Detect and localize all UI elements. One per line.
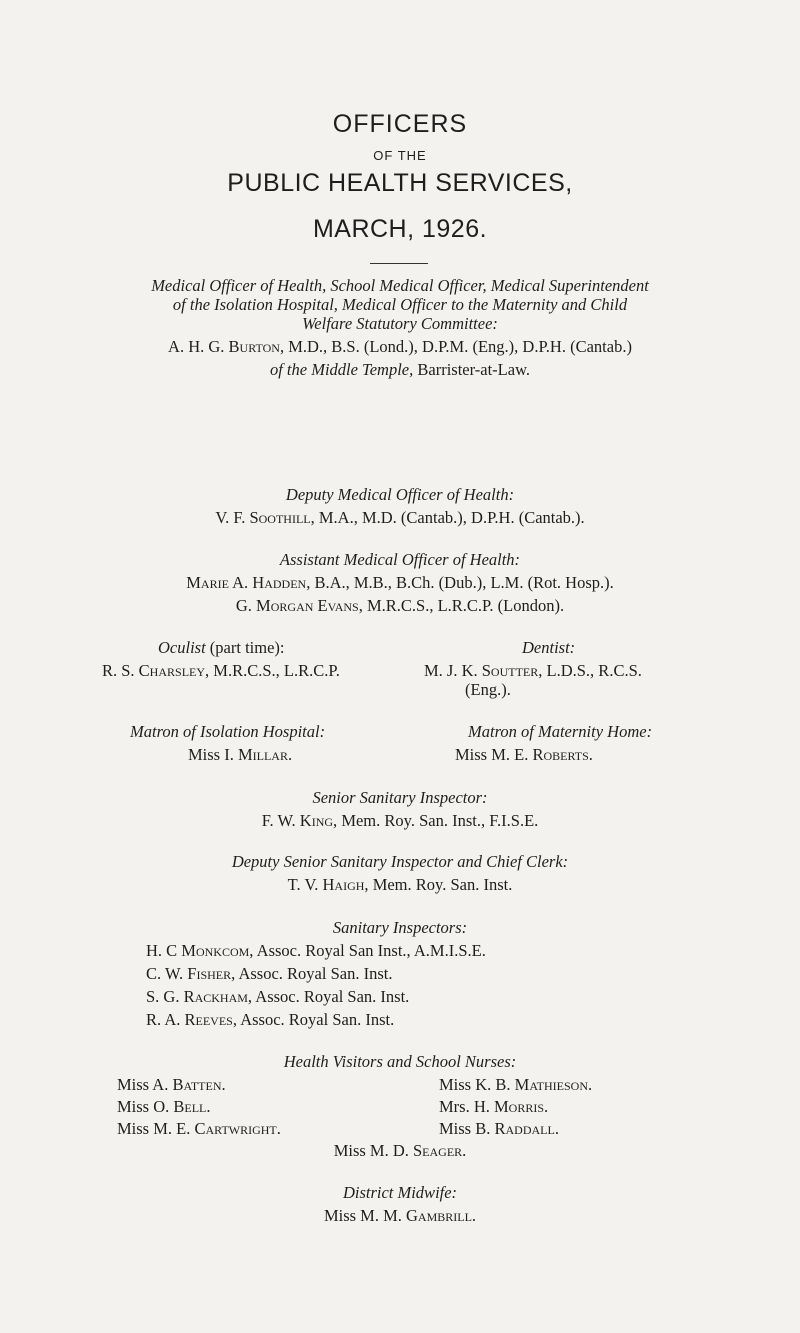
oculist-role-note: (part time): (205, 638, 285, 657)
page-subtitle: PUBLIC HEALTH SERVICES, (227, 169, 573, 197)
matron-isolation-entry (188, 745, 292, 765)
assistant-moh-name: Marie A. Hadden, (186, 573, 311, 592)
sanitary-inspector-quals: Assoc. Royal San. Inst. (252, 987, 410, 1006)
deputy-si-quals: Mem. Roy. San. Inst. (368, 875, 513, 894)
health-visitor-entry (0, 1141, 800, 1161)
sanitary-inspector-quals: Assoc. Royal San. Inst. (236, 1010, 395, 1029)
health-visitor-title: Miss K. B. (439, 1075, 515, 1094)
health-visitors-role: Health Visitors and School Nurses: (283, 1052, 517, 1071)
sanitary-inspector-entry (146, 987, 409, 1007)
matron-maternity-entry (455, 745, 593, 765)
deputy-si-entry (0, 875, 800, 895)
assistant-moh-entry (0, 596, 800, 616)
matron-maternity-name: Roberts. (532, 745, 593, 764)
oculist-name: R. S. Charsley, (102, 661, 210, 680)
dentist-quals: L.D.S., R.C.S. (542, 661, 642, 680)
dentist-entry (424, 661, 642, 681)
deputy-si-role: Deputy Senior Sanitary Inspector and Chief Clerk: (231, 852, 569, 871)
assistant-moh-name: G. Morgan Evans, (235, 596, 363, 615)
health-visitor-entry (117, 1097, 211, 1117)
deputy-moh-entry (0, 508, 800, 528)
health-visitor-title: Miss O. (117, 1097, 174, 1116)
midwife-name: Gambrill. (406, 1206, 477, 1225)
senior-si-role: Senior Sanitary Inspector: (312, 788, 488, 807)
deputy-si-name: T. V. Haigh, (287, 875, 369, 894)
matron-maternity-role: Matron of Maternity Home: (468, 722, 653, 741)
health-visitor-title: Miss M. E. (117, 1119, 195, 1138)
health-visitor-name: Mathieson. (514, 1075, 593, 1094)
oculist-role-label: Oculist (158, 638, 206, 657)
midwife-title: Miss M. M. (323, 1206, 407, 1225)
assistant-moh-quals: B.A., M.B., B.Ch. (Dub.), L.M. (Rot. Hosp.). (310, 573, 614, 592)
dentist-quals-line2: (Eng.). (465, 680, 511, 699)
oculist-role (158, 638, 284, 658)
health-visitor-name: Morris. (494, 1097, 549, 1116)
health-visitor-entry (117, 1119, 281, 1139)
senior-si-entry (0, 811, 800, 831)
health-visitor-name: Batten. (172, 1075, 226, 1094)
health-visitor-title: Miss B. (439, 1119, 495, 1138)
sanitary-inspector-quals: Assoc. Royal San. Inst. (235, 964, 393, 983)
health-visitor-name: Cartwright. (194, 1119, 281, 1138)
moh-role-line1: Medical Officer of Health, School Medical Officer, Medical Superintendent (151, 276, 649, 295)
assistant-moh-role: Assistant Medical Officer of Health: (279, 550, 521, 569)
midwife-role: District Midwife: (342, 1183, 458, 1202)
assistant-moh-quals: M.R.C.S., L.R.C.P. (London). (362, 596, 565, 615)
moh-quals: M.D., B.S. (Lond.), D.P.M. (Eng.), D.P.H. (Cantab.) (284, 337, 632, 356)
sanitary-inspector-entry (146, 1010, 394, 1030)
sanitary-inspector-name: C. W. Fisher, (146, 964, 236, 983)
moh-role-line2: of the Isolation Hospital, Medical Officer to the Maternity and Child (172, 295, 628, 314)
matron-isolation-role: Matron of Isolation Hospital: (130, 722, 326, 741)
health-visitor-name: Bell. (173, 1097, 211, 1116)
title-connector: OF THE (373, 148, 427, 163)
health-visitor-entry (439, 1075, 592, 1095)
sanitary-inspector-name: S. G. Rackham, (146, 987, 253, 1006)
midwife-entry (0, 1206, 800, 1226)
moh-role-line3: Welfare Statutory Committee: (302, 314, 498, 333)
deputy-moh-quals: M.A., M.D. (Cantab.), D.P.H. (Cantab.). (314, 508, 585, 527)
oculist-quals: M.R.C.S., L.R.C.P. (209, 661, 340, 680)
page-title: OFFICERS (332, 110, 468, 138)
sanitary-inspector-name: H. C Monkcom, (146, 941, 254, 960)
health-visitor-name: Raddall. (494, 1119, 559, 1138)
health-visitor-entry (439, 1119, 559, 1139)
deputy-moh-role: Deputy Medical Officer of Health: (285, 485, 515, 504)
moh-name: A. H. G. Burton, (168, 337, 285, 356)
sanitary-inspector-quals: Assoc. Royal San Inst., A.M.I.S.E. (253, 941, 486, 960)
oculist-entry (102, 661, 340, 681)
dentist-role: Dentist: (522, 638, 576, 657)
page-date: MARCH, 1926. (312, 215, 488, 243)
moh-entry (0, 337, 800, 357)
health-visitor-name: Seager. (413, 1141, 467, 1160)
health-visitor-title: Mrs. H. (439, 1097, 495, 1116)
moh-quals2: Barrister-at-Law. (413, 360, 531, 379)
matron-isolation-name: Millar. (237, 745, 293, 764)
sanitary-inspector-name: R. A. Reeves, (146, 1010, 237, 1029)
sanitary-inspectors-role: Sanitary Inspectors: (332, 918, 468, 937)
senior-si-name: F. W. King, (261, 811, 338, 830)
senior-si-quals: Mem. Roy. San. Inst., F.I.S.E. (337, 811, 539, 830)
moh-quals2-italic: of the Middle Temple, (269, 360, 414, 379)
deputy-moh-name: V. F. Soothill, (215, 508, 315, 527)
health-visitor-entry (117, 1075, 226, 1095)
sanitary-inspector-entry (146, 964, 392, 984)
moh-entry-line2 (0, 360, 800, 380)
health-visitor-entry (439, 1097, 548, 1117)
matron-maternity-title: Miss M. E. (455, 745, 533, 764)
title-divider (370, 263, 428, 264)
assistant-moh-entry (0, 573, 800, 593)
health-visitor-title: Miss M. D. (333, 1141, 413, 1160)
sanitary-inspector-entry (146, 941, 486, 961)
health-visitor-title: Miss A. (117, 1075, 173, 1094)
dentist-name: M. J. K. Soutter, (424, 661, 543, 680)
matron-isolation-title: Miss I. (188, 745, 238, 764)
